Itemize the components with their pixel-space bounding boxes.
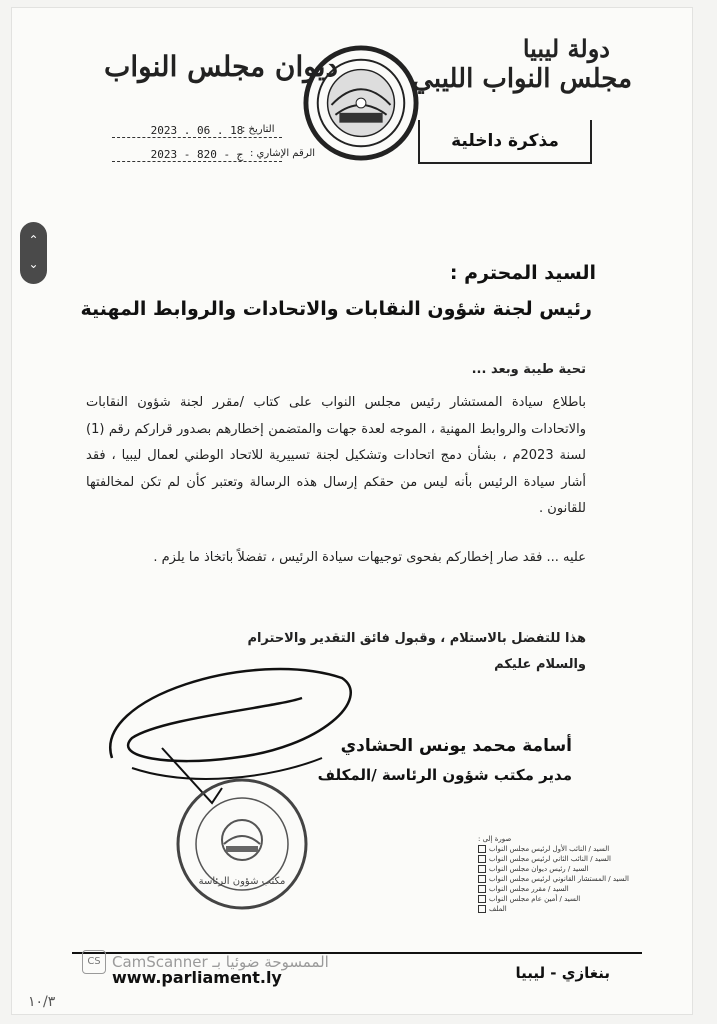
page-scroll-control[interactable] [20, 222, 47, 284]
checkbox-icon [478, 895, 486, 903]
official-stamp [172, 774, 312, 914]
camscanner-icon: CS [82, 950, 106, 974]
closing-line-1: هذا للتفضل بالاستلام ، وقبول فائق التقدير والاحترام [247, 631, 586, 646]
date-value: 2023 . 06 . 18 [112, 124, 282, 138]
date-label: التاريخ : [242, 124, 275, 135]
distribution-item-label: الملف [489, 905, 507, 913]
distribution-item-label: السيد / المستشار القانوني لرئيس مجلس النواب [489, 875, 629, 883]
parliament-emblem-logo [302, 44, 420, 162]
distribution-item-label: السيد / النائب الثاني لرئيس مجلس النواب [489, 855, 611, 863]
checkbox-icon [478, 865, 486, 873]
distribution-list [478, 834, 638, 914]
distribution-item [478, 854, 638, 864]
distribution-item [478, 894, 638, 904]
memo-type-box: مذكرة داخلية [418, 120, 592, 164]
scanner-watermark-text: الممسوحة ضوئيا بـ CamScanner [112, 953, 329, 971]
distribution-item [478, 844, 638, 854]
checkbox-icon [478, 845, 486, 853]
parliament-name: مجلس النواب الليبي [412, 64, 632, 94]
closing-line-2: والسلام عليكم [494, 657, 586, 672]
checkbox-icon [478, 885, 486, 893]
checkbox-icon [478, 905, 486, 913]
greeting: تحية طيبة وبعد ... [471, 362, 586, 377]
stamp-caption: مكتب شؤون الرئاسة [198, 876, 286, 887]
reference-label: الرقم الإشاري : [250, 148, 316, 159]
distribution-item-label: السيد / أمين عام مجلس النواب [489, 895, 581, 903]
footer-website: www.parliament.ly [112, 968, 282, 987]
distribution-item [478, 884, 638, 894]
chevron-up-icon[interactable]: ⌃ [28, 233, 39, 247]
distribution-item-label: السيد / النائب الأول لرئيس مجلس النواب [489, 845, 610, 853]
distribution-item [478, 874, 638, 884]
footer-city: بنغازي - ليبيا [515, 964, 610, 982]
office-name: ديوان مجلس النواب [104, 50, 338, 83]
distribution-item-label: صورة إلى : [478, 835, 512, 843]
body-paragraph-1: باطلاع سيادة المستشار رئيس مجلس النواب على كتاب /مقرر لجنة شؤون النقابات والاتحادات والروابط المهنية ، الموجه لعدة جهات والمتضمن إخطارهم بصدور قراركم رقم (1) لسنة 2023م ، بشأن دمج اتحادات وتشكيل لجنة تسييرية للاتحاد الوطني لعمال ليبيا ، فقد أشار سيادة الرئيس بأنه ليس من حقكم إرسال هذه الرسالة وتعتبر كأن لم تكن لمخالفتها للقانون . [86, 395, 586, 516]
recipient-title: رئيس لجنة شؤون النقابات والاتحادات والروابط المهنية [80, 298, 592, 320]
reference-value: 2023 - 820 - ج [112, 148, 282, 162]
distribution-item [478, 864, 638, 874]
checkbox-icon [478, 875, 486, 883]
distribution-item-label: السيد / مقرر مجلس النواب [489, 885, 569, 893]
letter-page [12, 8, 692, 1014]
chevron-down-icon[interactable]: ⌄ [28, 257, 39, 271]
state-name: دولة ليبيا [522, 34, 610, 63]
body-paragraph-2: عليه ... فقد صار إخطاركم بفحوى توجيهات سيادة الرئيس ، تفضلاً باتخاذ ما يلزم . [153, 550, 586, 565]
signatory-title: مدير مكتب شؤون الرئاسة /المكلف [317, 766, 572, 784]
salutation: السيد المحترم : [449, 262, 596, 284]
distribution-item-label: السيد / رئيس ديوان مجلس النواب [489, 865, 589, 873]
distribution-item [478, 904, 638, 914]
scanner-watermark [82, 950, 329, 974]
checkbox-icon [478, 855, 486, 863]
signatory-name: أسامة محمد يونس الحشادي [340, 736, 572, 756]
page-number: ١٠/٣ [28, 994, 56, 1010]
distribution-item [478, 834, 638, 844]
